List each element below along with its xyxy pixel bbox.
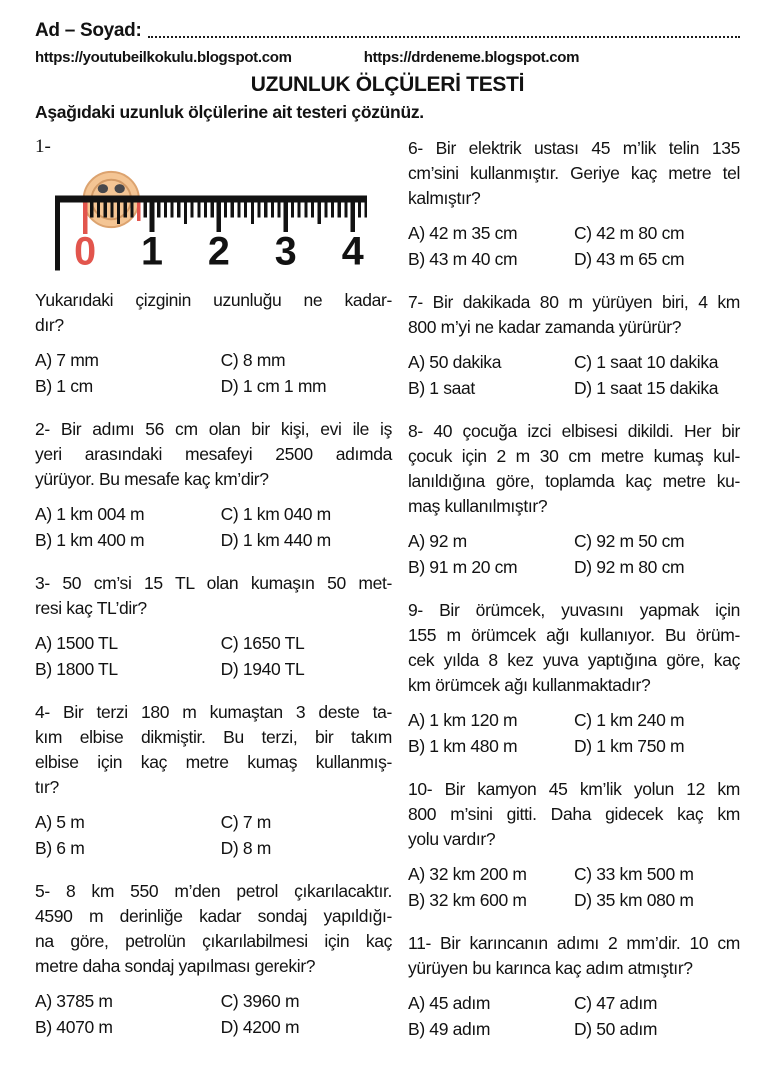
question-text-line: 4- Bir terzi 180 m kumaştan 3 deste ta-: [35, 701, 392, 722]
question-text: [35, 879, 392, 979]
question-1-number: 1-: [35, 136, 51, 157]
question-text-line: metre daha sondaj yapılması gerekir?: [35, 955, 316, 976]
question-text-line: Yukarıdaki çizginin uzunluğu ne kadar-: [35, 289, 392, 310]
question-text-line: lanıldığına göre, toplamda kaç metre ku-: [408, 471, 740, 491]
option-b: B) 1 cm: [35, 375, 93, 396]
question-text-line: 9- Bir örümcek, yuvasını yapmak için: [408, 600, 740, 620]
ruler-left-edge: [55, 196, 60, 271]
question-8: [408, 419, 740, 580]
button-hole-right: [115, 184, 125, 193]
question-9: [408, 598, 740, 759]
option-b: B) 32 km 600 m: [408, 890, 527, 910]
option-d: D) 92 m 80 cm: [574, 557, 685, 577]
question-2: [35, 417, 392, 553]
page-title: UZUNLUK ÖLÇÜLERİ TESTİ: [250, 73, 525, 96]
option-d: D) 50 adım: [574, 1019, 658, 1039]
option-b: B) 1 saat: [408, 378, 475, 398]
source-urls: [35, 49, 740, 66]
question-5: [35, 879, 392, 1040]
option-a: A) 50 dakika: [408, 352, 502, 372]
question-text-line: km örümcek ağı kullanmaktadır?: [408, 675, 651, 695]
answer-options: [35, 809, 392, 861]
dotted-fill-line: [148, 36, 741, 38]
answer-options: [35, 347, 392, 399]
url-left: https://youtubeilkokulu.blogspot.com: [35, 49, 292, 66]
option-a: A) 1500 TL: [35, 632, 118, 653]
question-10: [408, 777, 740, 913]
question-text: [408, 419, 740, 519]
question-1: [35, 288, 392, 399]
question-text-line: 8- 40 çocuğa izci elbisesi dikildi. Her bir: [408, 421, 740, 441]
question-text-line: 155 m örümcek ağı kullanıyor. Bu örüm-: [408, 625, 740, 645]
answer-options: [408, 220, 740, 272]
option-b: B) 91 m 20 cm: [408, 557, 518, 577]
question-text-line: maş kullanılmıştır?: [408, 496, 548, 516]
ruler-top-bar: [55, 196, 367, 203]
question-text-line: çocuk için 2 m 30 cm metre kumaş kul-: [408, 446, 740, 466]
question-text: [35, 417, 392, 492]
option-d: D) 1940 TL: [220, 658, 305, 679]
question-text-line: kım elbise dikmiştir. Bu terzi, bir takım: [35, 726, 392, 747]
answer-options: [35, 501, 392, 553]
option-b: B) 49 adım: [408, 1019, 491, 1039]
question-text-line: 10- Bir kamyon 45 km’lik yolun 12 km: [408, 779, 740, 799]
question-text-line: 6- Bir elektrik ustası 45 m’lik telin 135: [408, 138, 740, 158]
option-c: C) 47 adım: [574, 993, 658, 1013]
question-text-line: 5- 8 km 550 m’den petrol çıkarılacaktır.: [35, 880, 392, 901]
option-d: D) 35 km 080 m: [574, 890, 694, 910]
option-c: C) 1 km 040 m: [220, 503, 331, 524]
name-label: Ad – Soyad:: [35, 20, 142, 41]
option-d: D) 1 km 750 m: [574, 736, 685, 756]
option-a: A) 32 km 200 m: [408, 864, 527, 884]
question-text: [408, 598, 740, 698]
question-text-line: 2- Bir adımı 56 cm olan bir kişi, evi ile iş: [35, 418, 392, 439]
name-field-row: [35, 20, 740, 42]
option-b: B) 1800 TL: [35, 658, 118, 679]
ruler-number-0: 0: [74, 229, 97, 271]
question-text-line: cm’sini kullanmıştır. Geriye kaç metre tel: [408, 163, 740, 183]
question-text-line: kalmıştır?: [408, 188, 481, 208]
option-a: A) 45 adım: [408, 993, 491, 1013]
option-a: A) 1 km 120 m: [408, 710, 518, 730]
option-c: C) 8 mm: [220, 349, 286, 370]
answer-options: [408, 707, 740, 759]
answer-options: [35, 988, 392, 1040]
question-text: [35, 700, 392, 800]
option-a: A) 5 m: [35, 811, 85, 832]
question-4: [35, 700, 392, 861]
question-text-line: 7- Bir dakikada 80 m yürüyen biri, 4 km: [408, 292, 740, 312]
ruler-numbers: [74, 230, 364, 271]
question-text-line: yolu vardır?: [408, 829, 496, 849]
option-b: B) 4070 m: [35, 1016, 113, 1037]
question-text: [408, 136, 740, 211]
ruler-number-2: 2: [207, 229, 230, 271]
question-text-line: 11- Bir karıncanın adımı 2 mm’dir. 10 cm: [408, 933, 740, 953]
question-3: [35, 571, 392, 682]
question-text-line: na göre, petrolün çıkarılabilmesi için kaç: [35, 930, 392, 951]
option-c: C) 33 km 500 m: [574, 864, 694, 884]
option-a: A) 92 m: [408, 531, 467, 551]
question-text-line: dır?: [35, 314, 64, 335]
question-text: [408, 777, 740, 852]
option-b: B) 6 m: [35, 837, 85, 858]
answer-options: [408, 528, 740, 580]
option-d: D) 1 saat 15 dakika: [574, 378, 719, 398]
option-d: D) 1 km 440 m: [220, 529, 331, 550]
option-a: A) 1 km 004 m: [35, 503, 145, 524]
two-column-layout: [35, 136, 740, 1060]
option-b: B) 1 km 400 m: [35, 529, 145, 550]
ruler-number-1: 1: [141, 229, 163, 271]
question-7: [408, 290, 740, 401]
question-text-line: cek yılda 8 kez yuva yaptığına göre, kaç: [408, 650, 740, 670]
option-d: D) 8 m: [220, 837, 272, 858]
ruler-number-4: 4: [341, 229, 364, 271]
question-text-line: tır?: [35, 776, 59, 797]
option-c: C) 1650 TL: [220, 632, 305, 653]
option-b: B) 43 m 40 cm: [408, 249, 518, 269]
question-text: [408, 931, 740, 981]
right-column: [408, 136, 740, 1060]
question-text-line: yeri arasındaki mesafeyi 2500 adımda: [35, 443, 392, 464]
option-a: A) 3785 m: [35, 990, 113, 1011]
question-text-line: 4590 m derinliğe kadar sondaj yapıldığı-: [35, 905, 392, 926]
option-c: C) 1 km 240 m: [574, 710, 685, 730]
option-c: C) 3960 m: [220, 990, 300, 1011]
question-text: [35, 288, 392, 338]
question-text-line: elbise için kaç metre kumaş kullanmış-: [35, 751, 392, 772]
question-text: [408, 290, 740, 340]
answer-options: [408, 349, 740, 401]
question-text-line: yürüyen bu karınca kaç adım atmıştır?: [408, 958, 693, 978]
option-c: C) 42 m 80 cm: [574, 223, 685, 243]
option-c: C) 7 m: [220, 811, 272, 832]
option-b: B) 1 km 480 m: [408, 736, 518, 756]
answer-options: [408, 990, 740, 1042]
question-11: [408, 931, 740, 1042]
option-d: D) 4200 m: [220, 1016, 300, 1037]
option-a: A) 42 m 35 cm: [408, 223, 518, 243]
option-a: A) 7 mm: [35, 349, 99, 370]
question-text-line: 3- 50 cm’si 15 TL olan kumaşın 50 met-: [35, 572, 392, 593]
question-text-line: yürüyor. Bu mesafe kaç km’dir?: [35, 468, 269, 489]
question-text-line: 800 m’sini gitti. Daha gidecek kaç km: [408, 804, 740, 824]
button-hole-left: [98, 184, 108, 193]
page-subtitle: Aşağıdaki uzunluk ölçülerine ait testeri çözünüz.: [35, 102, 424, 122]
answer-options: [408, 861, 740, 913]
url-right: https://drdeneme.blogspot.com: [363, 49, 580, 66]
option-c: C) 92 m 50 cm: [574, 531, 685, 551]
question-text: [35, 571, 392, 621]
option-c: C) 1 saat 10 dakika: [574, 352, 719, 372]
question-6: [408, 136, 740, 272]
ruler-with-button-image: [55, 160, 367, 271]
left-column: [35, 136, 392, 1060]
question-text-line: resi kaç TL’dir?: [35, 597, 147, 618]
ruler-figure: [55, 160, 392, 276]
option-d: D) 1 cm 1 mm: [220, 375, 327, 396]
option-d: D) 43 m 65 cm: [574, 249, 685, 269]
answer-options: [35, 630, 392, 682]
ruler-number-3: 3: [274, 229, 297, 271]
question-text-line: 800 m’yi ne kadar zamanda yürürür?: [408, 317, 682, 337]
